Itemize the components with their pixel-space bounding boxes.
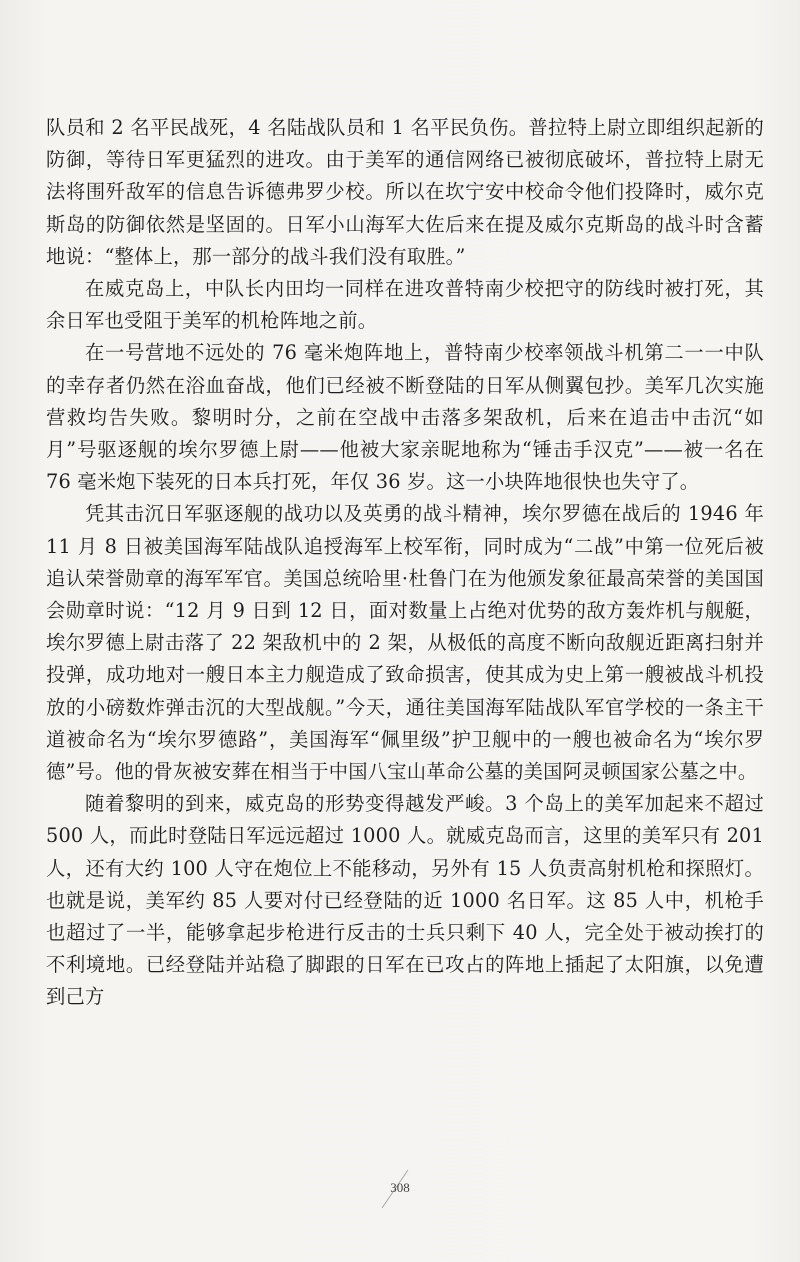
paragraph-1: 队员和 2 名平民战死，4 名陆战队员和 1 名平民负伤。普拉特上尉立即组织起新的防御，等待日军更猛烈的进攻。由于美军的通信网络已被彻底破坏，普拉特上尉无法将围歼敌军的信息告诉德弗罗少校。所以在坎宁安中校命令他们投降时，威尔克斯岛的防御依然是坚固的。日军小山海军大佐后来在提及威尔克斯岛的战斗时含蓄地说：“整体上，那一部分的战斗我们没有取胜。” [46,116,764,268]
paragraph-3: 在一号营地不远处的 76 毫米炮阵地上，普特南少校率领战斗机第二一一中队的幸存者仍然在浴血奋战，他们已经被不断登陆的日军从侧翼包抄。美军几次实施营救均告失败。黎明时分，之前在空战中击落多架敌机，后来在追击中击沉“如月”号驱逐舰的埃尔罗德上尉——他被大家亲昵地称为“锤击手汉克”——被一名在 76 毫米炮下装死的日本兵打死，年仅 36 岁。这一小块阵地很快也失守了。 [46,341,764,494]
body-text [46,112,764,1014]
paragraph-2: 在威克岛上，中队长内田均一同样在进攻普特南少校把守的防线时被打死，其余日军也受阻于美军的机枪阵地之前。 [46,277,764,333]
page-number: 308 [390,1180,410,1195]
paragraph-4: 凭其击沉日军驱逐舰的战功以及英勇的战斗精神，埃尔罗德在战后的 1946 年 11 月 8 日被美国海军陆战队追授海军上校军衔，同时成为“二战”中第一位死后被追认荣誉勋章的海军军官。美国总统哈里·杜鲁门在为他颁发象征最高荣誉的美国国会勋章时说：“12 月 9 日到 12 日，面对数量上占绝对优势的敌方轰炸机与舰艇，埃尔罗德上尉击落了 22 架敌机中的 2 架，从极低的高度不断向敌舰近距离扫射并投弹，成功地对一艘日本主力舰造成了致命损害，使其成为史上第一艘被战斗机投放的小磅数炸弹击沉的大型战舰。”今天，通往美国海军陆战队军官学校的一条主干道被命名为“埃尔罗德路”，美国海军“佩里级”护卫舰中的一艘也被命名为“埃尔罗德”号。他的骨灰被安葬在相当于中国八宝山革命公墓的美国阿灵顿国家公墓之中。 [46,502,764,784]
paragraph-5: 随着黎明的到来，威克岛的形势变得越发严峻。3 个岛上的美军加起来不超过 500 人，而此时登陆日军远远超过 1000 人。就威克岛而言，这里的美军只有 201 人，还有大约 100 人守在炮位上不能移动，另外有 15 人负责高射机枪和探照灯。也就是说，美军约 85 人要对付已经登陆的近 1000 名日军。这 85 人中，机枪手也超过了一半，能够拿起步枪进行反击的士兵只剩下 40 人，完全处于被动挨打的不利境地。已经登陆并站稳了脚跟的日军在已攻占的阵地上插起了太阳旗，以免遭到己方 [46,792,764,1009]
